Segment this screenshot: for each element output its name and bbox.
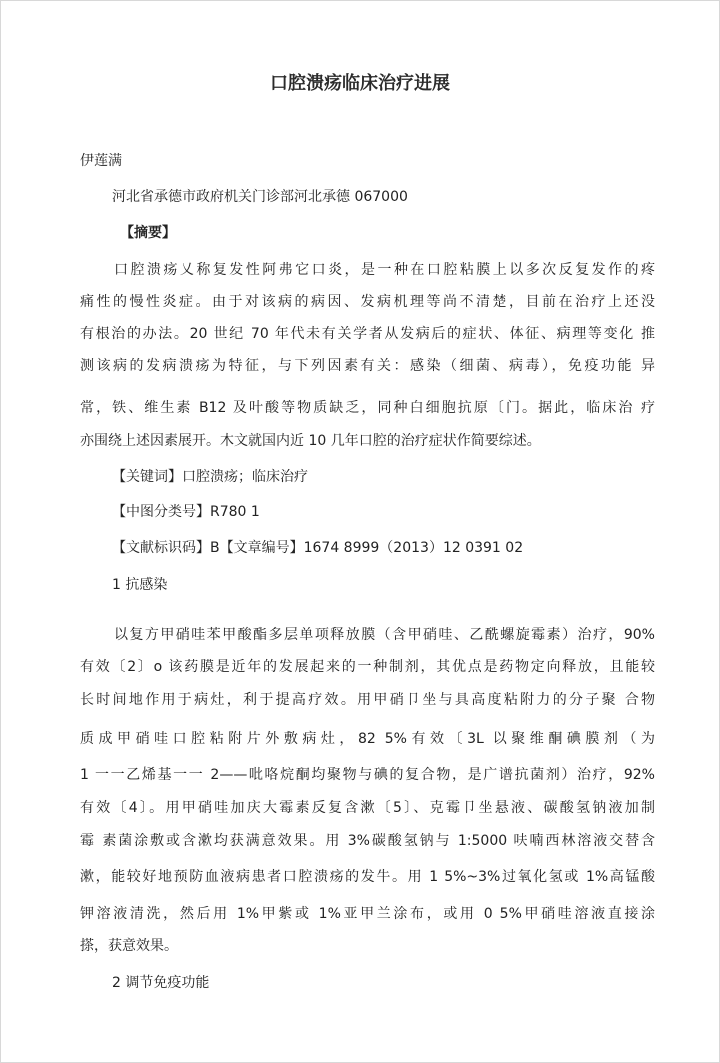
- section-heading-2: 2 调节免疫功能: [112, 975, 210, 991]
- body-line: 搽，获意效果。: [80, 938, 178, 954]
- abstract-line: 有根治的办法。20 世纪 70 年代未有关学者从发病后的症状、体征、病理等变化 推: [80, 326, 655, 342]
- abstract-line: 口腔溃疡乂称复发性阿弗它口炎，是一种在口腔粘膜上以多次反复发作的疼: [114, 262, 655, 278]
- body-line: 漱，能较好地预防血液病患者口腔溃疡的发牛。用 1 5%~3%过氧化氢或 1%高锰酸: [80, 869, 655, 885]
- section-heading-1: 1 抗感染: [112, 577, 168, 593]
- author-name: 伊莲满: [80, 153, 122, 169]
- body-line: 有效〔2〕o 该药膜是近年的发展起来的一种制剂，其优点是药物定向释放，且能较: [80, 659, 655, 675]
- body-line: 质成甲硝哇口腔粘附片外敷病灶，82 5%有效〔3L 以聚维酮碘膜剂（为: [80, 731, 655, 747]
- document-code: 【文献标识码】B【文章编号】1674 8999（2013）12 0391 02: [112, 540, 524, 556]
- body-line: 1 一一乙烯基一一 2——吡咯烷酮均聚物与碘的复合物，是广谱抗菌剂）治疗，92%: [80, 767, 655, 783]
- abstract-line: 亦围绕上述因素展开。木文就国内近 10 几年口腔的治疗症状作简要综述。: [80, 433, 541, 449]
- keywords: 【关键词】口腔溃疡；临床治疗: [112, 469, 308, 485]
- abstract-heading: 【摘要】: [120, 225, 176, 241]
- body-line: 以复方甲硝哇苯甲酸酯多层单项释放膜（含甲硝哇、乙酰螺旋霉素）治疗，90%: [114, 627, 655, 643]
- page-title: 口腔溃疡临床治疗进展: [270, 73, 450, 94]
- abstract-line: 痛性的慢性炎症。由于对该病的病因、发病机理等尚不清楚，目前在治疗上还没: [80, 294, 655, 310]
- abstract-line: 常，铁、维生素 B12 及叶酸等物质缺乏，同种白细胞抗原〔门。据此，临床治 疗: [80, 400, 655, 416]
- body-line: 有效〔4〕。用甲硝哇加庆大霉素反复含漱〔5〕、克霉卩坐悬液、碳酸氢钠液加制: [80, 800, 655, 816]
- body-line: 钾溶液清洗，然后用 1%甲紫或 1%亚甲兰涂布，或用 0 5%甲硝哇溶液直接涂: [80, 906, 655, 922]
- author-affiliation: 河北省承德市政府机关门诊部河北承德 067000: [112, 189, 408, 205]
- abstract-line: 测该病的发病溃疡为特征，与下列因素有关：感染（细菌、病毒），免疫功能 异: [80, 358, 655, 374]
- body-line: 长时间地作用于病灶，利于提高疗效。用甲硝卩坐与具高度粘附力的分子聚 合物: [80, 692, 655, 708]
- clc-number: 【中图分类号】R780 1: [112, 504, 260, 520]
- body-line: 霉 素菌涂敷或含漱均获满意效果。用 3%碳酸氢钠与 1:5000 呋喃西林溶液交替含: [80, 833, 655, 849]
